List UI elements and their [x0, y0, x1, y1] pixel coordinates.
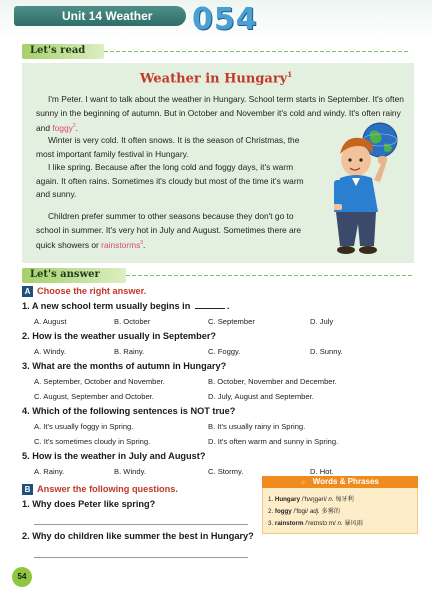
page-code: 054 [192, 2, 258, 37]
gloss-word-rainstorms: rainstorms [101, 239, 141, 250]
option-2b[interactable]: B. Rainy. [114, 347, 145, 356]
paragraph-2 [36, 134, 318, 161]
boy-with-globe-illustration [322, 118, 404, 256]
word-pos: n. [337, 520, 343, 527]
page-number-badge: 54 [12, 567, 32, 587]
word-meaning: 匈牙利 [335, 496, 354, 503]
option-4d[interactable]: D. It's often warm and sunny in Spring. [208, 437, 339, 446]
option-5b[interactable]: B. Windy. [114, 467, 146, 476]
word-phonetic: /'reɪnstɔːm/ [305, 520, 336, 527]
article-title [0, 70, 432, 86]
paragraph-1-text: I'm Peter. I want to talk about the weather in Hungary. School term starts in September. It's often sunny in the beginning of autumn. But in October and November it's cold and windy. It's often rainy and [36, 94, 404, 133]
part-b-header [22, 484, 178, 495]
word-meaning: 暴风雨 [344, 520, 363, 527]
paragraph-3-text: I like spring. Because after the long cold and foggy days, it's warm again. It often rains. Sometimes it's cloudy but most of the time it's warm and sunny. [36, 162, 304, 200]
word-term: rainstorm [274, 520, 304, 527]
part-a-title: Choose the right answer. [37, 286, 147, 296]
word-term: Hungary [274, 496, 301, 503]
part-a-header [22, 286, 146, 297]
option-3c[interactable]: C. August, September and October. [34, 392, 154, 401]
word-pos: adj. [309, 508, 320, 515]
option-2a[interactable]: A. Windy. [34, 347, 66, 356]
question-2: 2. How is the weather usually in September? [22, 331, 217, 341]
gloss-note-2: 2 [72, 123, 76, 130]
option-1d[interactable]: D. July [310, 317, 334, 326]
words-phrases-box [262, 476, 418, 534]
part-a-badge: A [22, 286, 33, 297]
word-entry-1 [268, 494, 354, 503]
word-entry-3 [268, 518, 363, 527]
gloss-word-foggy: foggy [52, 122, 73, 133]
gloss-note-3: 3 [140, 240, 144, 247]
option-1b[interactable]: B. October [114, 317, 151, 326]
answer-blank[interactable] [195, 301, 225, 309]
word-num: 2. [268, 508, 274, 515]
words-phrases-title-text: Words & Phrases [312, 477, 379, 486]
option-4c[interactable]: C. It's sometimes cloudy in Spring. [34, 437, 151, 446]
part-b-question-1: 1. Why does Peter like spring? [22, 499, 156, 509]
paragraph-2-text: Winter is very cold. It often snows. It is the season of Christmas, the most important family festival in Hungary. [36, 135, 300, 159]
question-5: 5. How is the weather in July and August? [22, 451, 206, 461]
word-num: 1. [268, 496, 274, 503]
option-3b[interactable]: B. October, November and December. [208, 377, 337, 386]
paragraph-4-text: Children prefer summer to other seasons because they don't go to school in summer. It's very hot in July and August. Sometimes there are quick showers or [36, 211, 302, 250]
paragraph-3 [36, 161, 318, 202]
option-2c[interactable]: C. Foggy. [208, 347, 241, 356]
word-num: 3. [268, 520, 274, 527]
circle-icon: ○ [301, 480, 305, 486]
answer-line-2[interactable] [34, 557, 248, 558]
question-1-suffix: . [226, 301, 230, 311]
part-b-title: Answer the following questions. [37, 484, 178, 494]
question-3: 3. What are the months of autumn in Hungary? [22, 361, 227, 371]
section-rule [104, 51, 410, 52]
section-label-answer-text: Let's answer [30, 269, 100, 280]
section-label-read [22, 44, 104, 59]
answer-line-1[interactable] [34, 524, 248, 525]
option-3a[interactable]: A. September, October and November. [34, 377, 165, 386]
title-note: 1 [287, 70, 293, 79]
question-1 [22, 301, 229, 311]
word-phonetic: /'fɒgi/ [293, 508, 309, 515]
option-3d[interactable]: D. July, August and September. [208, 392, 314, 401]
question-4: 4. Which of the following sentences is NOT true? [22, 406, 236, 416]
word-term: foggy [274, 508, 292, 515]
option-4b[interactable]: B. It's usually rainy in Spring. [208, 422, 306, 431]
paragraph-1-end: . [75, 122, 78, 133]
word-meaning: 多雾的 [321, 508, 341, 515]
unit-tab [14, 6, 186, 26]
word-pos: n. [328, 496, 334, 503]
option-1c[interactable]: C. September [208, 317, 255, 326]
part-b-badge: B [22, 484, 33, 495]
option-5c[interactable]: C. Stormy. [208, 467, 244, 476]
option-1a[interactable]: A. August [34, 317, 67, 326]
option-4a[interactable]: A. It's usually foggy in Spring. [34, 422, 134, 431]
option-5a[interactable]: A. Rainy. [34, 467, 65, 476]
paragraph-4 [36, 210, 318, 253]
option-2d[interactable]: D. Sunny. [310, 347, 343, 356]
section-label-read-text: Let's read [30, 45, 86, 56]
word-entry-2 [268, 506, 340, 515]
section-rule [126, 275, 412, 276]
option-5d[interactable]: D. Hot. [310, 467, 334, 476]
section-label-answer [22, 268, 126, 283]
part-b-question-2: 2. Why do children like summer the best in Hungary? [22, 531, 254, 541]
paragraph-4-end: . [143, 239, 146, 250]
unit-label: Unit 14 Weather [62, 9, 153, 23]
article-title-text: Weather in Hungary [139, 71, 288, 87]
question-1-text: 1. A new school term usually begins in [22, 301, 191, 311]
word-phonetic: /'hʌŋgəri/ [301, 496, 327, 503]
words-phrases-title [262, 476, 418, 488]
